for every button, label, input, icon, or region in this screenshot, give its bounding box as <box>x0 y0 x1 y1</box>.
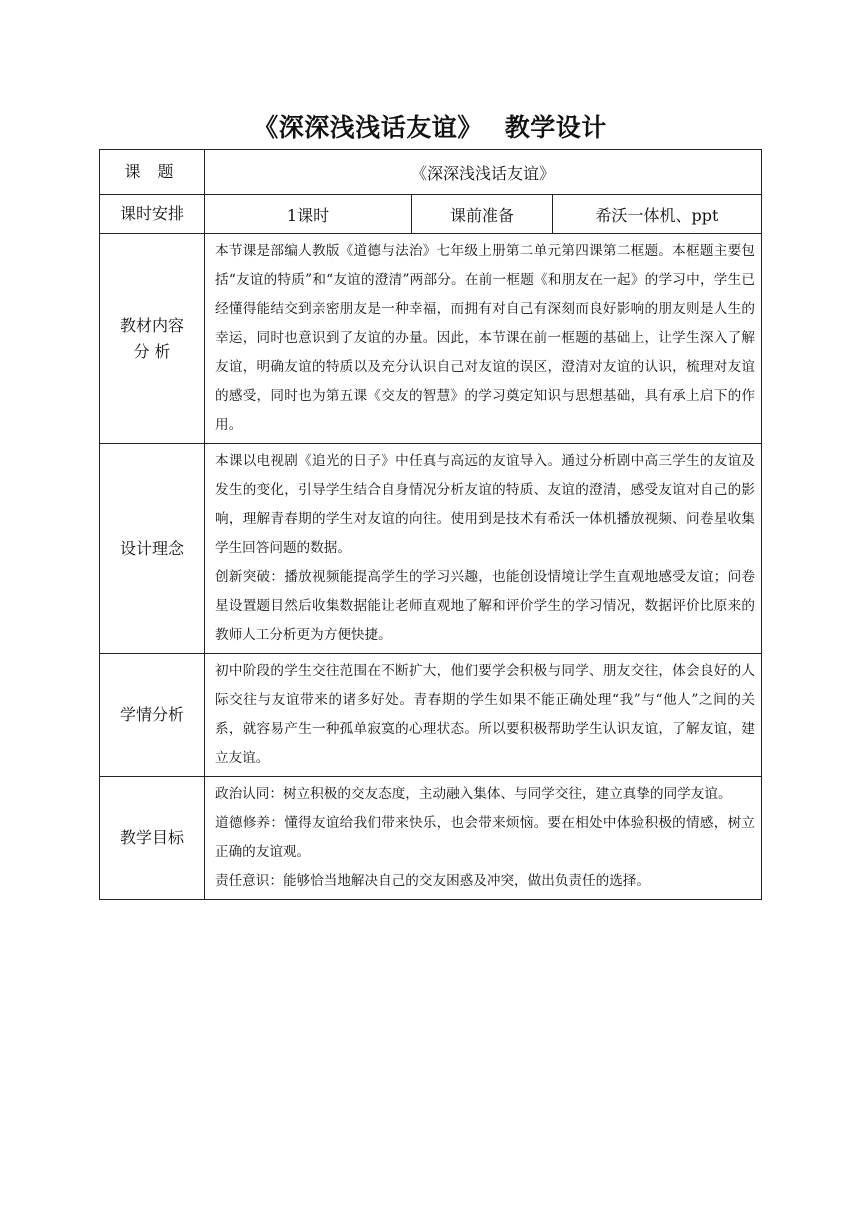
material-text <box>205 234 762 444</box>
concept-text <box>205 444 762 654</box>
document-title <box>0 108 860 144</box>
title-suffix: 教学设计 <box>504 113 607 142</box>
concept-paragraph-2: 创新突破：播放视频能提高学生的学习兴趣，也能创设情境让学生直观地感受友谊；问卷星设置题目然后收集数据能让老师直观地了解和评价学生的学习情况，数据评价比原来的教师人工分析更为方便快捷。 <box>215 569 756 643</box>
schedule-value: 1课时 <box>205 195 412 234</box>
goal-responsibility: 责任意识：能够恰当地解决自己的交友困惑及冲突，做出负责任的选择。 <box>215 873 650 889</box>
material-label <box>100 234 205 444</box>
students-paragraph: 初中阶段的学生交往范围在不断扩大，他们要学会积极与同学、朋友交往，体会良好的人际交往与友谊带来的诸多好处。青春期的学生如果不能正确处理“我”与“他人”之间的关系，就容易产生一种孤单寂寞的心理状态。所以要积极帮助学生认识友谊，了解友谊，建立友谊。 <box>215 663 756 766</box>
goals-text <box>205 777 762 900</box>
concept-label: 设计理念 <box>100 444 205 654</box>
topic-value: 《深深浅浅话友谊》 <box>205 150 762 195</box>
material-label-line1: 教材内容 <box>119 315 184 335</box>
topic-label: 课 题 <box>100 150 205 195</box>
row-schedule <box>100 195 762 234</box>
prep-value: 希沃一体机、ppt <box>553 195 762 234</box>
goals-label: 教学目标 <box>100 777 205 900</box>
material-label-line2: 分 析 <box>133 341 171 361</box>
title-main: 《深深浅浅话友谊》 <box>253 113 483 142</box>
material-paragraph: 本节课是部编人教版《道德与法治》七年级上册第二单元第四课第二框题。本框题主要包括“友谊的特质”和“友谊的澄清”两部分。在前一框题《和朋友在一起》的学习中，学生已经懂得能结交到亲密朋友是一种幸福，而拥有对自己有深刻而良好影响的朋友则是人生的幸运，同时也意识到了友谊的办量。因此，本节课在前一框题的基础上，让学生深入了解友谊，明确友谊的特质以及充分认识自己对友谊的误区，澄清对友谊的认识，梳理对友谊的感受，同时也为第五课《交友的智慧》的学习奠定知识与思想基础，具有承上启下的作用。 <box>215 243 756 433</box>
lesson-plan-table <box>99 149 762 900</box>
goal-moral: 道德修养：懂得友谊给我们带来快乐，也会带来烦恼。要在相处中体验积极的情感，树立正确的友谊观。 <box>215 815 756 860</box>
row-teaching-goals <box>100 777 762 900</box>
row-topic <box>100 150 762 195</box>
goal-political: 政治认同：树立积极的交友态度，主动融入集体、与同学交往，建立真挚的同学友谊。 <box>215 786 732 802</box>
prep-label: 课前准备 <box>412 195 553 234</box>
row-material-analysis <box>100 234 762 444</box>
row-design-concept <box>100 444 762 654</box>
students-label: 学情分析 <box>100 654 205 777</box>
students-text <box>205 654 762 777</box>
concept-paragraph-1: 本课以电视剧《追光的日子》中任真与高远的友谊导入。通过分析剧中高三学生的友谊及发生的变化，引导学生结合自身情况分析友谊的特质、友谊的澄清，感受友谊对自己的影响，理解青春期的学生对友谊的向往。使用到是技术有希沃一体机播放视频、问卷星收集学生回答问题的数据。 <box>215 453 756 556</box>
row-student-analysis <box>100 654 762 777</box>
schedule-label: 课时安排 <box>100 195 205 234</box>
